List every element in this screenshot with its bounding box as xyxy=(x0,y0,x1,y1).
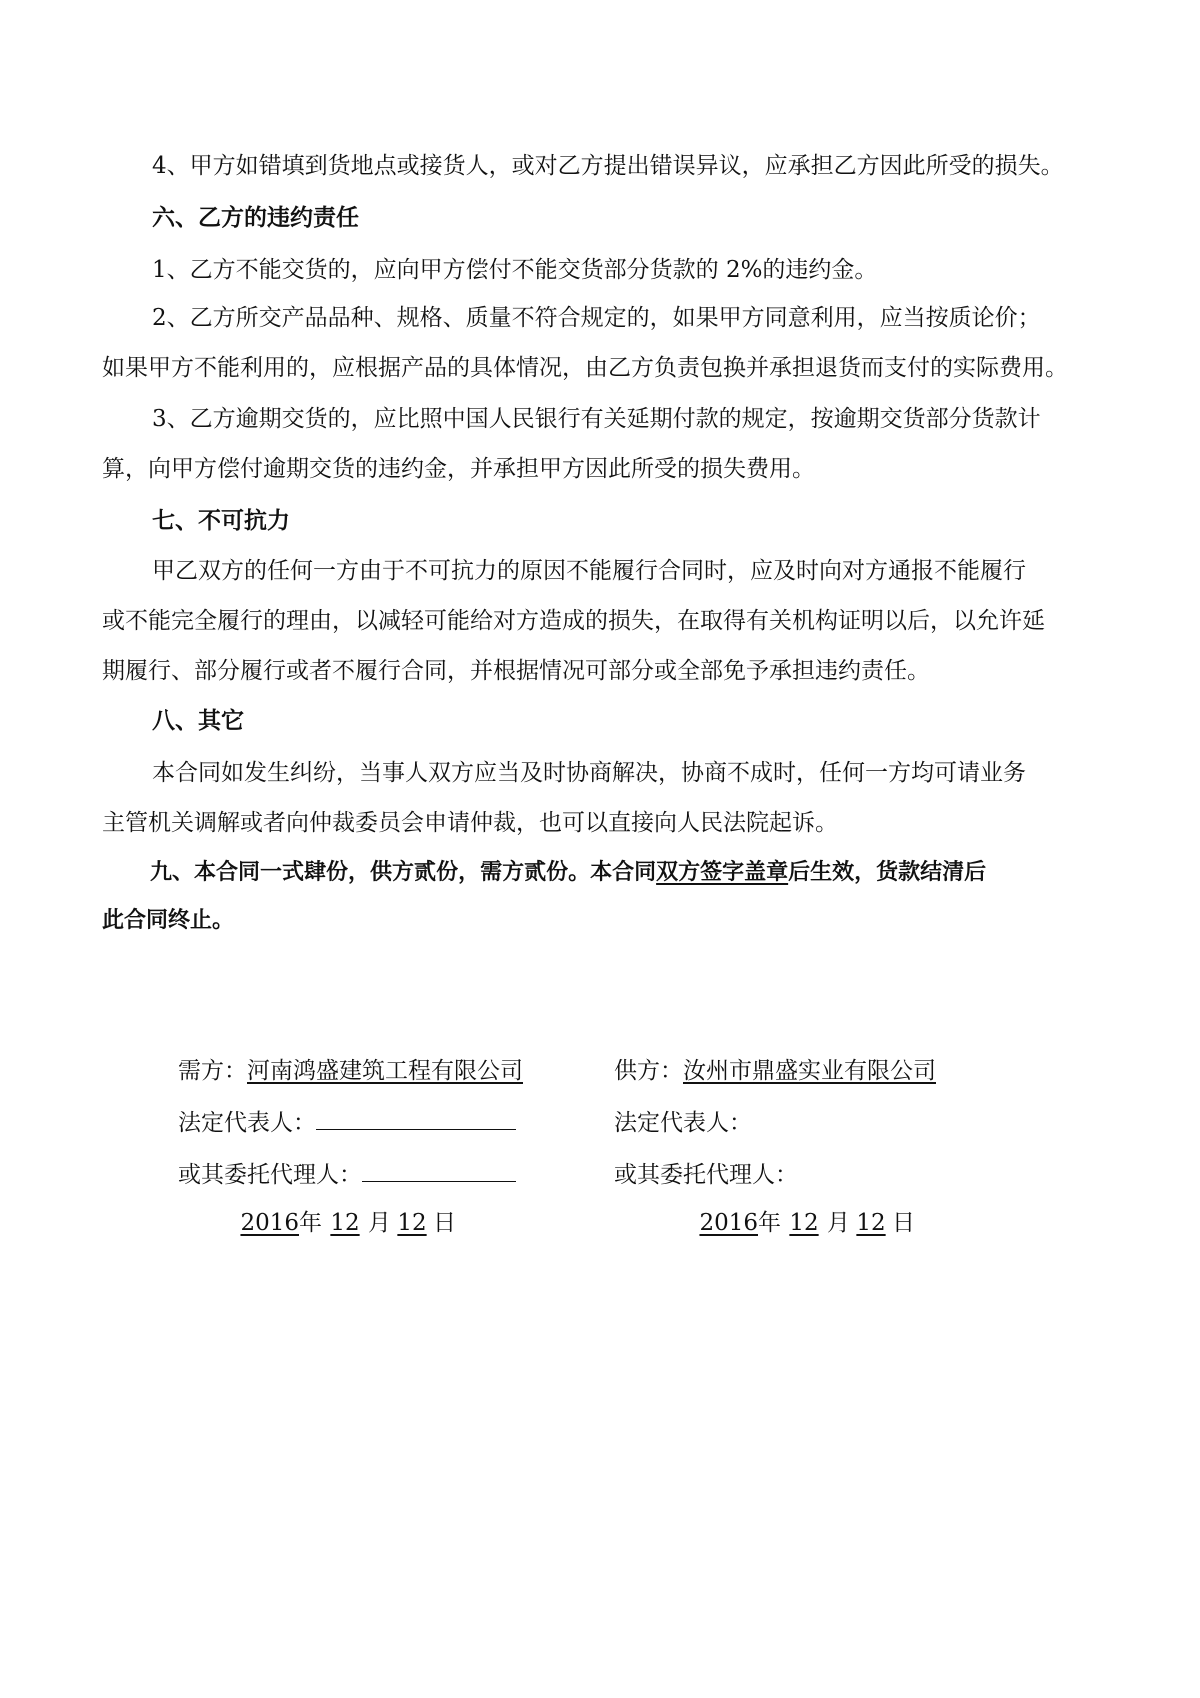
buyer-legal-rep-line xyxy=(178,1108,516,1138)
supplier-line xyxy=(614,1056,936,1086)
buyer-agent-blank[interactable] xyxy=(362,1161,516,1182)
supplier-legal-rep-line xyxy=(614,1108,752,1138)
section-8-line-2: 主管机关调解或者向仲裁委员会申请仲裁，也可以直接向人民法院起诉。 xyxy=(102,810,838,836)
section-9-copies-buyer: 贰 xyxy=(524,860,547,885)
section-7-line-1: 甲乙双方的任何一方由于不可抗力的原因不能履行合同时，应及时向对方通报不能履行 xyxy=(152,558,1026,584)
section-9-text-e: 后生效，货款结清后 xyxy=(788,860,987,885)
buyer-date-month: 12 xyxy=(330,1210,360,1236)
section-6-item-3-line-1: 3、乙方逾期交货的，应比照中国人民银行有关延期付款的规定，按逾期交货部分货款计 xyxy=(152,406,1041,432)
buyer-date-month-unit: 月 xyxy=(368,1210,391,1236)
supplier-legal-rep-label: 法定代表人： xyxy=(614,1110,752,1136)
section-9-text-a: 九、本合同一式 xyxy=(150,860,305,885)
buyer-line xyxy=(178,1056,523,1086)
buyer-label: 需方： xyxy=(178,1058,247,1084)
supplier-agent-line xyxy=(614,1160,798,1190)
section-9-sign-seal: 双方签字盖章 xyxy=(656,860,789,885)
section-6-heading: 六、乙方的违约责任 xyxy=(152,205,359,231)
supplier-date-day: 12 xyxy=(856,1210,886,1236)
section-9-text-d: 份。本合同 xyxy=(546,860,657,885)
supplier-date-year: 2016 xyxy=(699,1210,758,1236)
buyer-name: 河南鸿盛建筑工程有限公司 xyxy=(247,1058,523,1084)
section-6-item-3-line-2: 算，向甲方偿付逾期交货的违约金，并承担甲方因此所受的损失费用。 xyxy=(102,456,815,482)
section-6-item-2-line-1: 2、乙方所交产品品种、规格、质量不符合规定的，如果甲方同意利用，应当按质论价； xyxy=(152,305,1041,331)
section-6-item-2-line-2: 如果甲方不能利用的，应根据产品的具体情况，由乙方负责包换并承担退货而支付的实际费用。 xyxy=(102,355,1068,381)
supplier-label: 供方： xyxy=(614,1058,683,1084)
buyer-date-day-unit: 日 xyxy=(433,1210,456,1236)
supplier-name: 汝州市鼎盛实业有限公司 xyxy=(683,1058,936,1084)
section-9-copies-total: 肆 xyxy=(304,860,327,885)
section-9-text-b: 份，供方 xyxy=(326,860,415,885)
buyer-agent-label: 或其委托代理人： xyxy=(178,1162,362,1188)
supplier-date-line xyxy=(692,1208,915,1238)
section-7-line-2: 或不能完全履行的理由，以减轻可能给对方造成的损失，在取得有关机构证明以后，以允许延 xyxy=(102,608,1045,634)
section-9-line-2: 此合同终止。 xyxy=(102,908,235,933)
supplier-date-month: 12 xyxy=(789,1210,819,1236)
buyer-legal-rep-blank[interactable] xyxy=(316,1109,516,1130)
section-7-heading: 七、不可抗力 xyxy=(152,508,290,534)
supplier-date-month-unit: 月 xyxy=(827,1210,850,1236)
supplier-date-day-unit: 日 xyxy=(892,1210,915,1236)
section-8-heading: 八、其它 xyxy=(152,708,244,734)
section-9-copies-supplier: 贰 xyxy=(414,860,437,885)
buyer-date-line xyxy=(235,1208,456,1238)
section-7-line-3: 期履行、部分履行或者不履行合同，并根据情况可部分或全部免予承担违约责任。 xyxy=(102,658,930,684)
buyer-legal-rep-label: 法定代表人： xyxy=(178,1110,316,1136)
supplier-agent-label: 或其委托代理人： xyxy=(614,1162,798,1188)
section-9-line-1 xyxy=(150,858,986,888)
supplier-date-year-unit: 年 xyxy=(758,1210,781,1236)
section-8-line-1: 本合同如发生纠纷，当事人双方应当及时协商解决，协商不成时，任何一方均可请业务 xyxy=(152,760,1026,786)
buyer-date-year-unit: 年 xyxy=(299,1210,322,1236)
buyer-date-year: 2016 xyxy=(240,1210,299,1236)
buyer-date-day: 12 xyxy=(397,1210,427,1236)
buyer-agent-line xyxy=(178,1160,516,1190)
section-6-item-1: 1、乙方不能交货的，应向甲方偿付不能交货部分货款的 2%的违约金。 xyxy=(152,257,878,283)
section-9-text-c: 份，需方 xyxy=(436,860,525,885)
clause-jia-item-4: 4、甲方如错填到货地点或接货人，或对乙方提出错误异议，应承担乙方因此所受的损失。 xyxy=(152,153,1064,179)
